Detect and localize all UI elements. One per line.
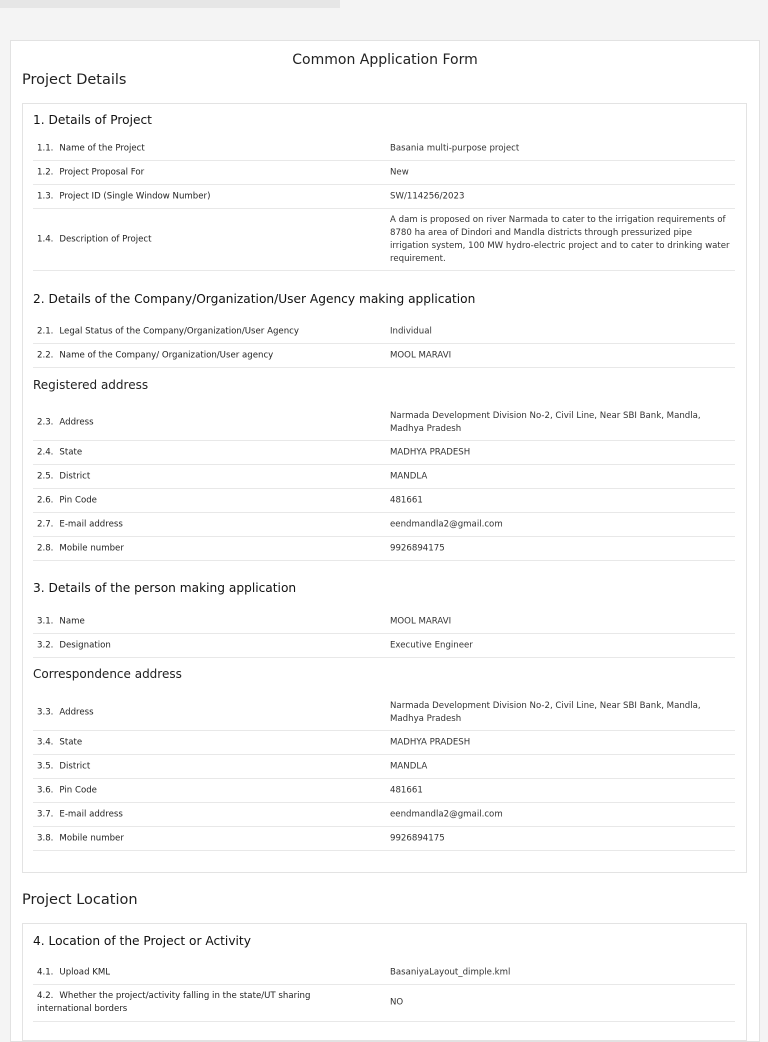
- project-details-panel: [22, 103, 747, 873]
- table-row: [33, 137, 735, 161]
- table-row: [33, 185, 735, 209]
- table-row: [33, 406, 735, 441]
- row-label: 3.5. District: [37, 761, 91, 771]
- row-value: MOOL MARAVI: [390, 350, 452, 360]
- row-value: Basania multi-purpose project: [390, 143, 520, 153]
- table-row: [33, 441, 735, 465]
- section-2-title: 2. Details of the Company/Organization/User Agency making application: [33, 292, 476, 306]
- row-label: 1.4. Description of Project: [37, 234, 152, 244]
- row-label: 2.4. State: [37, 447, 83, 457]
- row-value: A dam is proposed on river Narmada to cater to the irrigation requirements of 8780 ha area of Dindori and Mandla districts through pressurized pipe irrigation system, 100 MW hydro-electric project and to cater to drinking water requirement.: [390, 214, 730, 264]
- table-row: [33, 779, 735, 803]
- row-label: 2.7. E-mail address: [37, 519, 123, 529]
- section-4-title: 4. Location of the Project or Activity: [33, 934, 251, 948]
- table-row: [33, 985, 735, 1022]
- table-row: [33, 320, 735, 344]
- application-form-card: [10, 40, 760, 1042]
- row-value: eendmandla2@gmail.com: [390, 519, 503, 529]
- row-label: 2.2. Name of the Company/ Organization/User agency: [37, 350, 274, 360]
- row-label: 1.3. Project ID (Single Window Number): [37, 191, 211, 201]
- project-location-panel: [22, 923, 747, 1041]
- row-value: 9926894175: [390, 833, 445, 843]
- row-label: 3.6. Pin Code: [37, 785, 97, 795]
- row-label: 2.5. District: [37, 471, 91, 481]
- row-label: 3.3. Address: [37, 707, 94, 718]
- row-value: MANDLA: [390, 761, 428, 771]
- table-row: [33, 209, 735, 271]
- row-value: eendmandla2@gmail.com: [390, 809, 503, 819]
- row-label: 3.7. E-mail address: [37, 809, 123, 819]
- correspondence-address-title: Correspondence address: [33, 667, 182, 681]
- table-row: [33, 827, 735, 851]
- row-label: 3.8. Mobile number: [37, 833, 124, 843]
- row-label: 4.2. Whether the project/activity falling in the state/UT sharing international borders: [37, 991, 311, 1014]
- row-value: 481661: [390, 495, 423, 505]
- table-row: [33, 465, 735, 489]
- row-label: 2.8. Mobile number: [37, 543, 124, 553]
- row-value: SW/114256/2023: [390, 191, 465, 201]
- top-scroll-strip: [0, 0, 340, 8]
- table-row: [33, 513, 735, 537]
- row-value: MOOL MARAVI: [390, 616, 452, 626]
- row-label: 1.1. Name of the Project: [37, 143, 145, 153]
- row-value: New: [390, 167, 409, 177]
- table-row: [33, 537, 735, 561]
- row-value: 481661: [390, 785, 423, 795]
- row-label: 3.1. Name: [37, 616, 85, 626]
- table-row: [33, 489, 735, 513]
- project-details-heading: Project Details: [22, 72, 127, 88]
- table-row: [33, 161, 735, 185]
- section-3-title: 3. Details of the person making application: [33, 581, 297, 595]
- registered-address-title: Registered address: [33, 378, 149, 392]
- table-row: [33, 610, 735, 634]
- row-value: MADHYA PRADESH: [390, 737, 471, 747]
- table-row: [33, 961, 735, 985]
- table-row: [33, 696, 735, 731]
- row-value: MANDLA: [390, 471, 428, 481]
- row-value: NO: [390, 997, 404, 1008]
- kml-file-link[interactable]: BasaniyaLayout_dimple.kml: [390, 967, 511, 977]
- row-value: MADHYA PRADESH: [390, 447, 471, 457]
- row-label: 2.3. Address: [37, 417, 94, 428]
- table-row: [33, 755, 735, 779]
- row-label: 2.6. Pin Code: [37, 495, 97, 505]
- row-value: Narmada Development Division No-2, Civil Line, Near SBI Bank, Mandla, Madhya Pradesh: [390, 411, 701, 434]
- row-label: 4.1. Upload KML: [37, 967, 111, 977]
- section-1-title: 1. Details of Project: [33, 113, 152, 127]
- table-row: [33, 731, 735, 755]
- row-label: 3.4. State: [37, 737, 83, 747]
- table-row: [33, 803, 735, 827]
- row-label: 1.2. Project Proposal For: [37, 167, 145, 177]
- row-value: Individual: [390, 326, 432, 336]
- row-value: Executive Engineer: [390, 640, 473, 650]
- form-title: Common Application Form: [292, 52, 478, 68]
- table-row: [33, 634, 735, 658]
- row-label: 2.1. Legal Status of the Company/Organization/User Agency: [37, 326, 299, 336]
- project-location-heading: Project Location: [22, 892, 138, 908]
- row-label: 3.2. Designation: [37, 640, 111, 650]
- table-row: [33, 344, 735, 368]
- row-value: 9926894175: [390, 543, 445, 553]
- row-value: Narmada Development Division No-2, Civil Line, Near SBI Bank, Mandla, Madhya Pradesh: [390, 701, 701, 724]
